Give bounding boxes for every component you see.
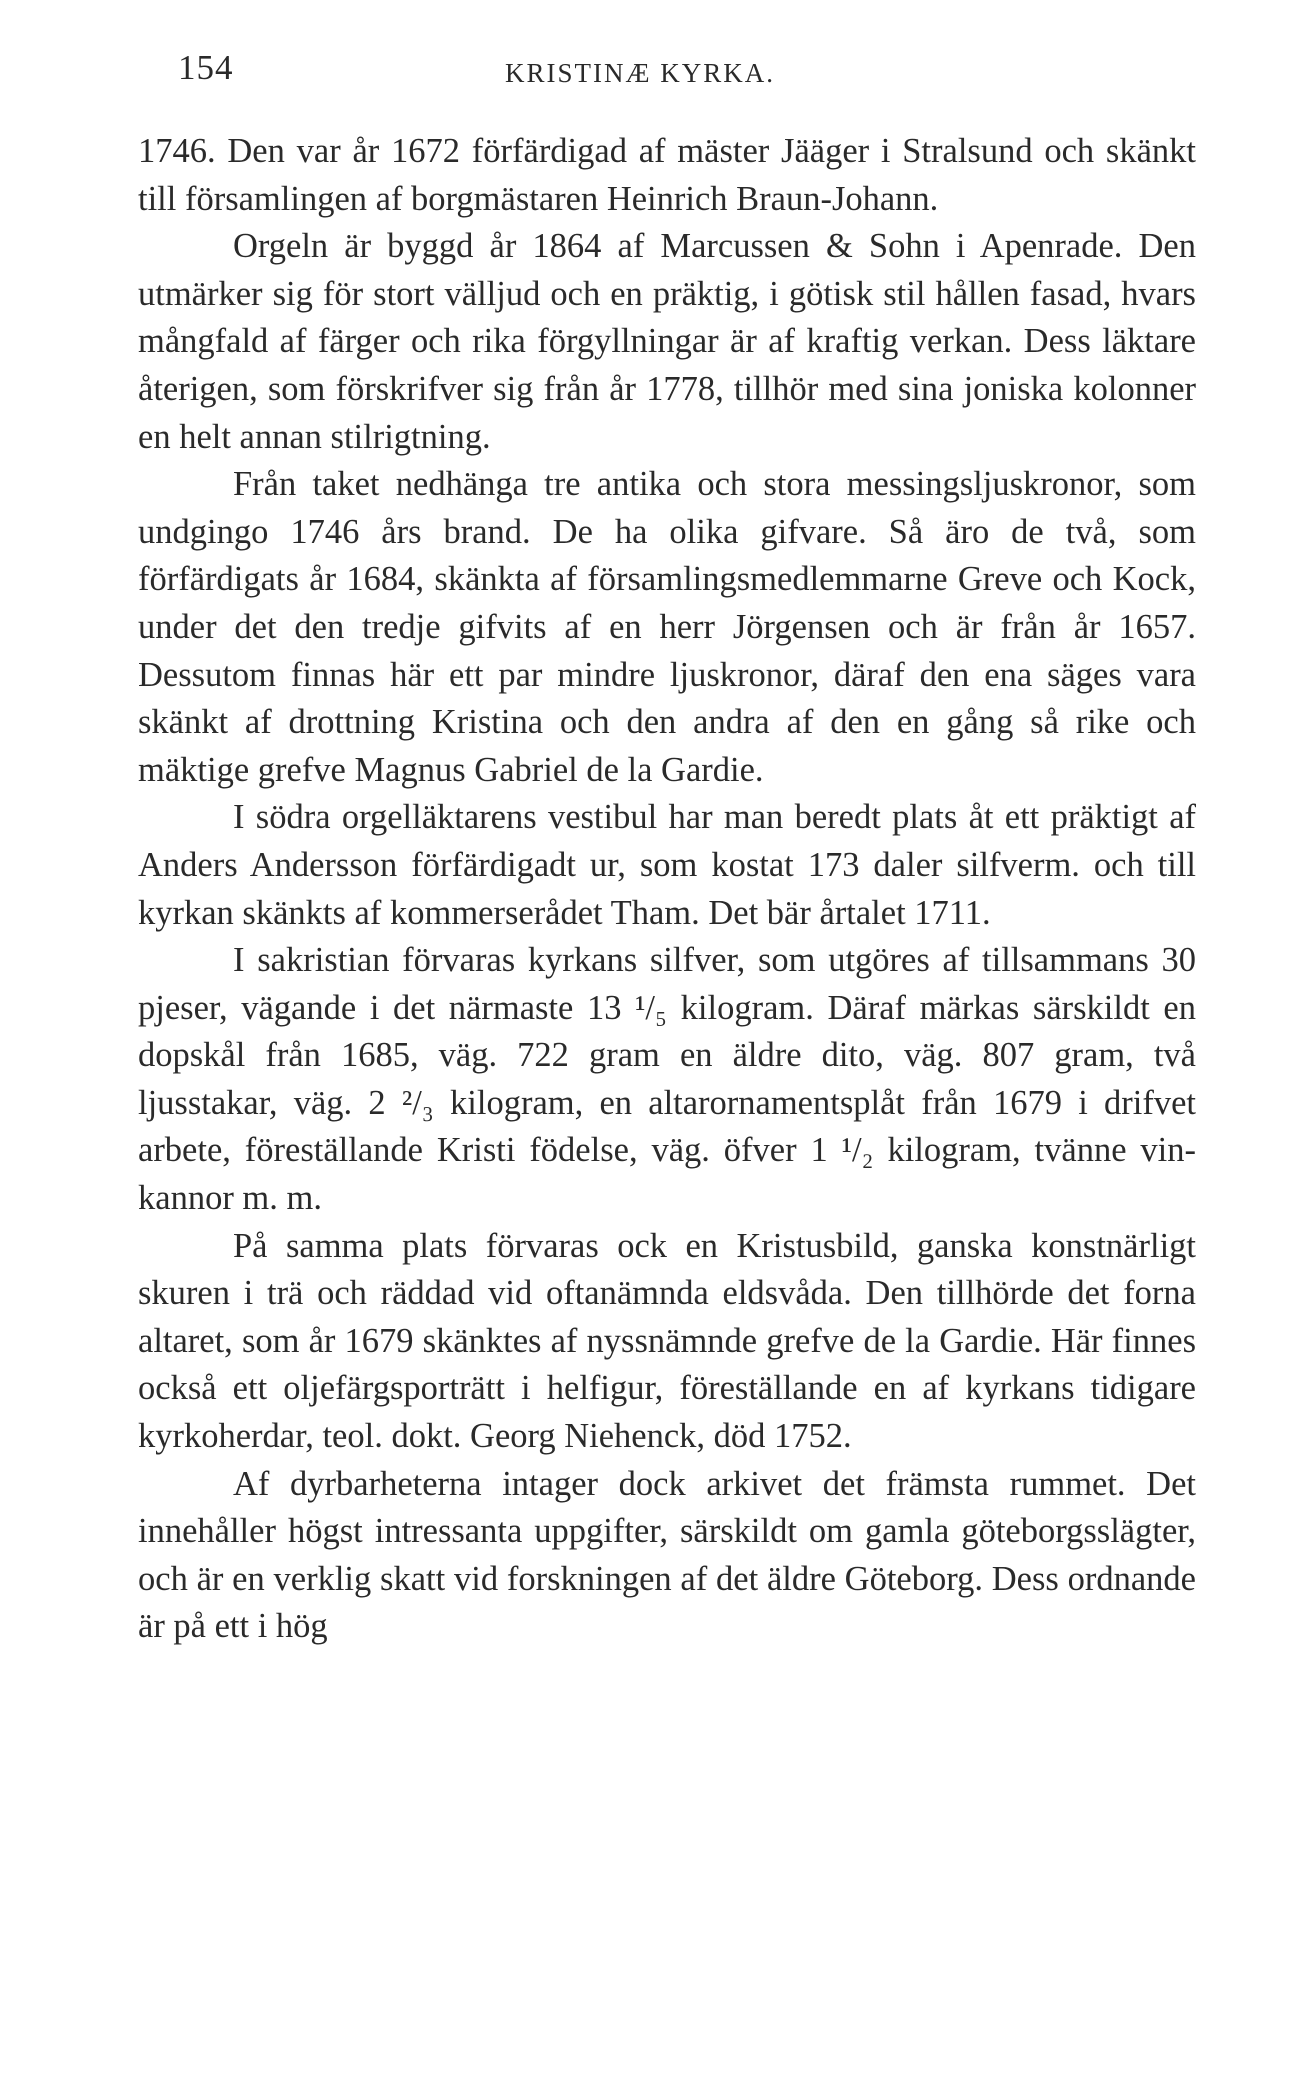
page-number: 154 bbox=[178, 48, 234, 87]
paragraph-continuation: 1746. Den var år 1672 förfärdigad af mäster Jääger i Stralsund och skänkt till församlingen af borgmästaren Heinrich Braun-Johann. bbox=[138, 132, 1196, 218]
paragraph-christ-figure: På samma plats förvaras ock en Kristusbild, ganska konstnärligt skuren i trä och räddad vid oftanämnda eldsvåda. Den tillhörde det forna altaret, som år 1679 skänktes af nyssnämnde grefve de la Gardie. Här finnes också ett oljefärgsporträtt i helfigur, föreställande en af kyrkans tidigare kyrkoherdar, teol. dokt. Georg Niehenck, död 1752. bbox=[138, 1226, 1196, 1456]
paragraph-silver: I sakristian förvaras kyrkans silfver, som utgöres af tillsammans 30 pjeser, vägande i det närmaste 13 ¹/₅ kilogram. Däraf märkas särskildt en dopskål från 1685, väg. 722 gram en äldre dito, väg. 807 gram, två ljusstakar, väg. 2 ²/₃ kilogram, en altarornamentsplåt från 1679 i drifvet arbete, föreställande Kristi födelse, väg. öfver 1 ¹/₂ kilogram, tvänne vinkannor m. m. bbox=[138, 941, 1196, 1218]
paragraph-organ: Orgeln är byggd år 1864 af Marcussen & Sohn i Apenrade. Den utmärker sig för stort välljud och en präktig, i götisk stil hållen fasad, hvars mångfald af färger och rika förgyllningar är af kraftig verkan. Dess läktare återigen, som förskrifver sig från år 1778, tillhör med sina joniska kolonner en helt annan stilrigtning. bbox=[138, 227, 1196, 456]
paragraph-chandeliers: Från taket nedhänga tre antika och stora messingsljuskronor, som undgingo 1746 års brand. De ha olika gifvare. Så äro de två, som förfärdigats år 1684, skänkta af församlingsmedlemmarne Greve och Kock, under det den tredje gifvits af en herr Jörgensen och är från år 1657. Dessutom finnas här ett par mindre ljuskronor, däraf den ena säges vara skänkt af drottning Kristina och den andra af den en gång så rike och mäktige grefve Magnus Gabriel de la Gardie. bbox=[138, 465, 1196, 789]
running-title: KRISTINÆ KYRKA. bbox=[505, 58, 776, 88]
paragraph-archive: Af dyrbarheterna intager dock arkivet det främsta rummet. Det innehåller högst intressanta uppgifter, särskildt om gamla göteborgsslägter, och är en verklig skatt vid forskningen af det äldre Göteborg. Dess ordnande är på ett i hög bbox=[138, 1464, 1196, 1646]
body-text bbox=[138, 128, 1196, 1651]
paragraph-clock: I södra orgelläktarens vestibul har man beredt plats åt ett präktigt af Anders Andersson förfärdigadt ur, som kostat 173 daler silfverm. och till kyrkan skänkts af kommerserådet Tham. Det bär årtalet 1711. bbox=[138, 798, 1196, 932]
